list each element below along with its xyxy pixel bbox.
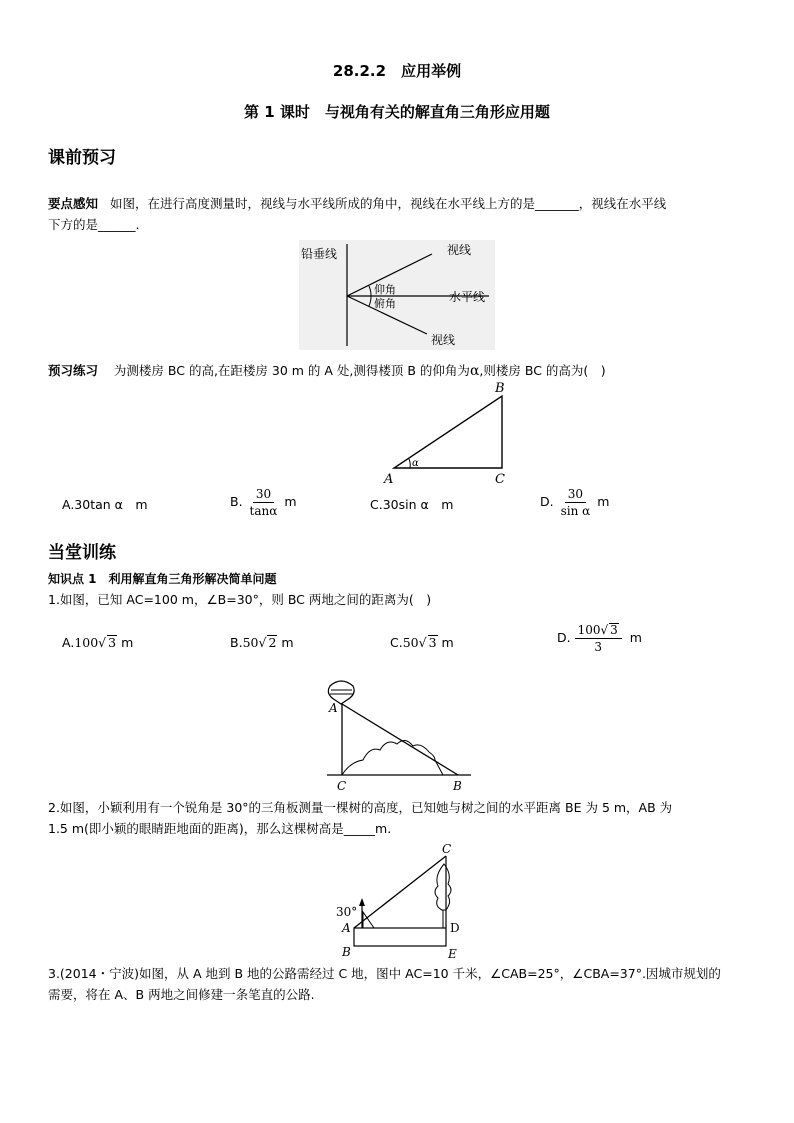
- q1-option-C: C.50√ 3 m: [390, 635, 454, 650]
- section-heading-training: 当堂训练: [48, 543, 116, 563]
- option-C: C.30sin α m: [370, 497, 454, 512]
- label-A: A: [384, 472, 394, 487]
- page-subtitle: 第 1 课时 与视角有关的解直角三角形应用题: [244, 103, 550, 121]
- label-elevation: 仰角: [374, 283, 396, 296]
- option-B-unit: m: [284, 494, 297, 509]
- option-B-label: B.: [230, 494, 243, 509]
- label-horizontal: 水平线: [449, 290, 486, 304]
- exercise-text: 为测楼房 BC 的高,在距楼房 30 m 的 A 处,测得楼顶 B 的仰角为: [113, 363, 470, 378]
- preview-exercise: [48, 360, 606, 382]
- key-points-label: 要点感知: [48, 196, 99, 211]
- balloon-figure: [325, 676, 475, 780]
- label-vertical: 铅垂线: [301, 247, 338, 261]
- question-3-line-1: 3.(2014・宁波)如图，从 A 地到 B 地的公路需经过 C 地，图中 AC=10 千米，∠CAB=25°，∠CBA=37°.因城市规划的: [48, 966, 721, 981]
- option-D-label: D.: [540, 494, 554, 509]
- exercise-tail: ,则楼房 BC 的高为( ): [479, 363, 606, 378]
- q1-option-B: B.50√ 2 m: [230, 635, 294, 650]
- label-sight-down: 视线: [431, 333, 456, 347]
- knowledge-point-1: 知识点 1 利用解直角三角形解决简单问题: [48, 572, 277, 586]
- page-title: 28.2.2 应用举例: [332, 62, 462, 80]
- label-C: C: [442, 842, 452, 856]
- key-points-text-2: 下方的是______.: [48, 217, 140, 232]
- label-A: A: [329, 701, 338, 715]
- tree-figure: [334, 840, 466, 962]
- option-B: [230, 486, 297, 519]
- label-E: E: [448, 947, 457, 961]
- label-B: B: [342, 945, 351, 959]
- question-2-line-2: 1.5 m(即小颖的眼睛距地面的距离)，那么这棵树高是_____m.: [48, 821, 392, 836]
- key-points-text-1: 如图，在进行高度测量时，视线与水平线所成的角中，视线在水平线上方的是_______，视线在水平线: [109, 196, 667, 211]
- label-D: D: [450, 921, 460, 935]
- alpha-symbol: α: [469, 363, 480, 379]
- exercise-label: 预习练习: [48, 363, 99, 378]
- question-1: 1.如图，已知 AC=100 m，∠B=30°，则 BC 两地之间的距离为( ): [48, 592, 432, 607]
- label-depression: 俯角: [374, 297, 396, 310]
- q1-option-A: A.100√ 3 m: [62, 635, 134, 650]
- label-alpha: α: [412, 458, 419, 469]
- section-heading-preview: 课前预习: [48, 148, 116, 168]
- fig3-label-B: B: [453, 779, 462, 793]
- option-A: A.30tan α m: [62, 497, 148, 512]
- question-3-line-2: 需要，将在 A、B 两地之间修建一条笔直的公路.: [48, 987, 315, 1002]
- label-30deg: 30°: [336, 905, 358, 919]
- fig3-label-C: C: [337, 779, 347, 793]
- building-figure: [382, 380, 522, 488]
- label-A: A: [342, 921, 351, 935]
- label-C: C: [495, 472, 505, 487]
- sight-line-figure: [299, 240, 495, 350]
- option-B-fraction: $\frac{30}{\tan\alpha}$: [249, 487, 278, 518]
- option-D-fraction: $\frac{30}{\text{sin α}}$: [560, 487, 591, 518]
- q1-option-D: D. $\frac{100√ 3}{3}$ m: [557, 623, 642, 654]
- label-B: B: [495, 381, 505, 396]
- question-2-line-1: 2.如图，小颖利用有一个锐角是 30°的三角板测量一棵树的高度，已知她与树之间的水平距离 BE 为 5 m，AB 为: [48, 800, 673, 815]
- option-D-unit: m: [597, 494, 610, 509]
- label-sight-up: 视线: [447, 243, 472, 257]
- option-D: [540, 486, 609, 519]
- key-points-paragraph: [48, 193, 666, 215]
